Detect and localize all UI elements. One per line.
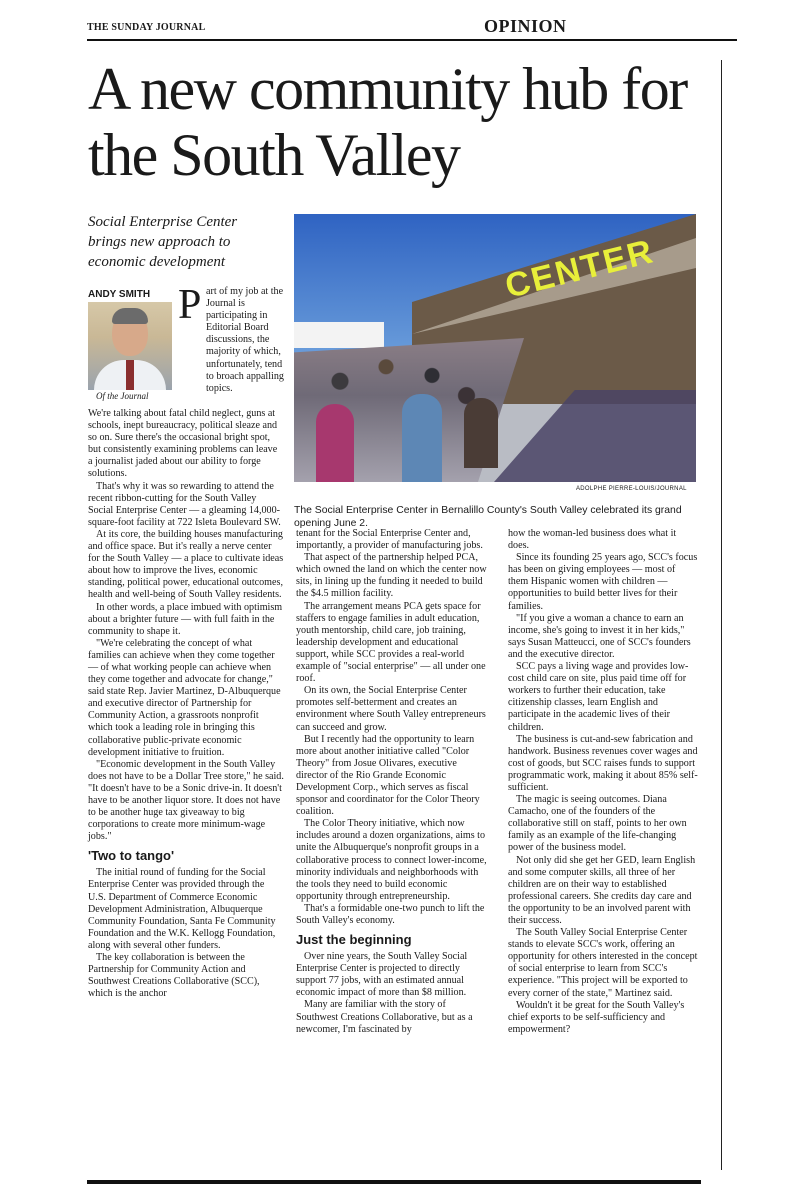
paragraph: Many are familiar with the story of Southwest Creations Collaborative, but as a newcomer, I'm fascinated by bbox=[296, 999, 473, 1035]
photo-caption: The Social Enterprise Center in Bernalillo County's South Valley celebrated its grand opening June 2. bbox=[294, 505, 682, 529]
paragraph: In other words, a place imbued with optimism about a brighter future — with full faith in the community to shape it. bbox=[88, 601, 283, 637]
drop-cap: P bbox=[178, 282, 202, 328]
subheading: 'Two to tango' bbox=[88, 848, 175, 864]
paragraph: On its own, the Social Enterprise Center promotes self-betterment and creates an environment where South Valley entrepreneurs can succeed and grow. bbox=[296, 685, 486, 733]
paragraph: Wouldn't it be great for the South Valley's chief exports to be self-sufficiency and empowerment? bbox=[508, 999, 685, 1035]
section-name: OPINION bbox=[484, 16, 567, 36]
paper-name: THE SUNDAY JOURNAL bbox=[87, 22, 206, 33]
article-column-3 bbox=[508, 528, 698, 1036]
deck: Social Enterprise Center brings new approach to economic development bbox=[88, 214, 238, 270]
paragraph: The arrangement means PCA gets space for staffers to engage families in adult education, youth mentorship, child care, job training, leadership development and educational support, while SCC provides a real-world example of "social enterprise" — all under one roof. bbox=[296, 600, 486, 685]
paragraph: We're talking about fatal child neglect, guns at schools, inept bureaucracy, political sleaze and so on. Sure there's the occasional bright spot, but consistently examining problems can leave a journalist jaded about our ability to forge solutions. bbox=[88, 408, 278, 480]
paragraph: The South Valley Social Enterprise Center stands to elevate SCC's work, offering an opportunity for others interested in the concept of social enterprise to learn from SCC's experience. "This project will be exported to every corner of the state," Martinez said. bbox=[508, 927, 698, 999]
paragraph: That aspect of the partnership helped PCA, which owned the land on which the center now sits, in lining up the funding it needed to build the $4.5 million facility. bbox=[296, 552, 487, 600]
paragraph: how the woman-led business does what it does. bbox=[508, 528, 677, 552]
intro-text: art of my job at the Journal is participating in Editorial Board discussions, the majority of which, unfortunately, tend to broach appalling topics. bbox=[206, 286, 284, 394]
paragraph: The business is cut-and-sew fabrication and handwork. Business revenues cover wages and cost of goods, but SCC raises funds to support programmatic work, making it about 85% self-sufficient. bbox=[508, 733, 698, 793]
paragraph: The key collaboration is between the Partnership for Community Action and Southwest Creations Collaborative (SCC), which is the anchor bbox=[88, 952, 260, 1000]
paragraph: The Color Theory initiative, which now includes around a dozen organizations, aims to unite the Albuquerque's nonprofit groups in a collaborative process to connect lower-income, minority individuals and neighborhoods with the tools they need to build economic opportunity through entrepreneurship. bbox=[296, 818, 487, 902]
paragraph: "Economic development in the South Valley does not have to be a Dollar Tree store," he said. "It doesn't have to be a Sonic drive-in. It doesn't have to be another liquor store. It does not have to be another huge tax giveaway to big corporations to create more minimum-wage jobs." bbox=[88, 758, 284, 843]
news-photo bbox=[294, 214, 696, 482]
paragraph: tenant for the Social Enterprise Center and, importantly, a provider of manufacturing jobs. bbox=[296, 528, 483, 552]
paragraph: SCC pays a living wage and provides low-cost child care on site, plus paid time off for workers to further their education, take citizenship classes, learn English and participate in the academic lives of their children. bbox=[508, 661, 689, 733]
headline: A new community hub for the South Valley bbox=[88, 56, 687, 188]
paragraph: The magic is seeing outcomes. Diana Camacho, one of the founders of the collaborative still on staff, points to her own family as an example of the life-changing power of the business model. bbox=[508, 794, 687, 854]
article-column-2 bbox=[296, 528, 488, 1036]
bottom-rule bbox=[87, 1180, 701, 1184]
article-column-1 bbox=[88, 408, 284, 1000]
paragraph: "We're celebrating the concept of what families can achieve when they come together — of what working people can achieve when they come together and advocate for change," said state Rep. Javier Martinez, D-Albuquerque and executive director of Partnership for Community Action, a grassroots nonprofit which took a leading role in bringing this collaborative public-private economic development initiative to fruition. bbox=[88, 637, 281, 758]
masthead-rule bbox=[87, 39, 737, 41]
paragraph: That's why it was so rewarding to attend the recent ribbon-cutting for the South Valley Social Enterprise Center — a gleaming 14,000-square-foot facility at 722 Isleta Boulevard SW. bbox=[88, 480, 281, 528]
paragraph: Over nine years, the South Valley Social Enterprise Center is projected to directly support 77 jobs, with an estimated annual economic impact of more than $8 million. bbox=[296, 951, 468, 999]
photo-sign-text: CENTER bbox=[501, 232, 659, 306]
paragraph: That's a formidable one-two punch to lift the South Valley's economy. bbox=[296, 902, 485, 926]
paragraph: Not only did she get her GED, learn English and some computer skills, all three of her children are on their way to established professional careers. She credits day care and the opportunity to be an involved parent with their success. bbox=[508, 854, 696, 926]
paragraph: Since its founding 25 years ago, SCC's focus has been on giving employees — most of them Hispanic women with children — opportunities to build better lives for their families. bbox=[508, 552, 698, 612]
paragraph: At its core, the building houses manufacturing and office space. But it's really a nerve center for the South Valley — a place to cultivate ideas about how to improve the lives, economic standing, political power, educational outcomes, health and well-being of South Valley residents. bbox=[88, 528, 284, 601]
paragraph: But I recently had the opportunity to learn more about another initiative called "Color Theory" from Josue Olivares, executive director of the Rio Grande Economic Development Corp., which serves as fiscal sponsor and coordinator for the Color Theory coalition. bbox=[296, 733, 480, 818]
author-photo-caption: Of the Journal bbox=[96, 391, 149, 401]
paragraph: The initial round of funding for the Social Enterprise Center was provided through the U.S. Department of Commerce Economic Development Administration, Albuquerque Community Foundation, Santa Fe Community Foundation and the W.K. Kellogg Foundation, along with several other funders. bbox=[88, 867, 276, 951]
byline: ANDY SMITH bbox=[88, 289, 151, 300]
paragraph: "If you give a woman a chance to earn an income, she's going to invest it in her kids," says Susan Matteucci, one of SCC's founders and the executive director. bbox=[508, 612, 691, 660]
author-photo bbox=[88, 302, 172, 390]
column-rule bbox=[721, 60, 722, 1170]
photo-credit: ADOLPHE PIERRE-LOUIS/JOURNAL bbox=[576, 486, 687, 492]
subheading: Just the beginning bbox=[296, 932, 412, 948]
